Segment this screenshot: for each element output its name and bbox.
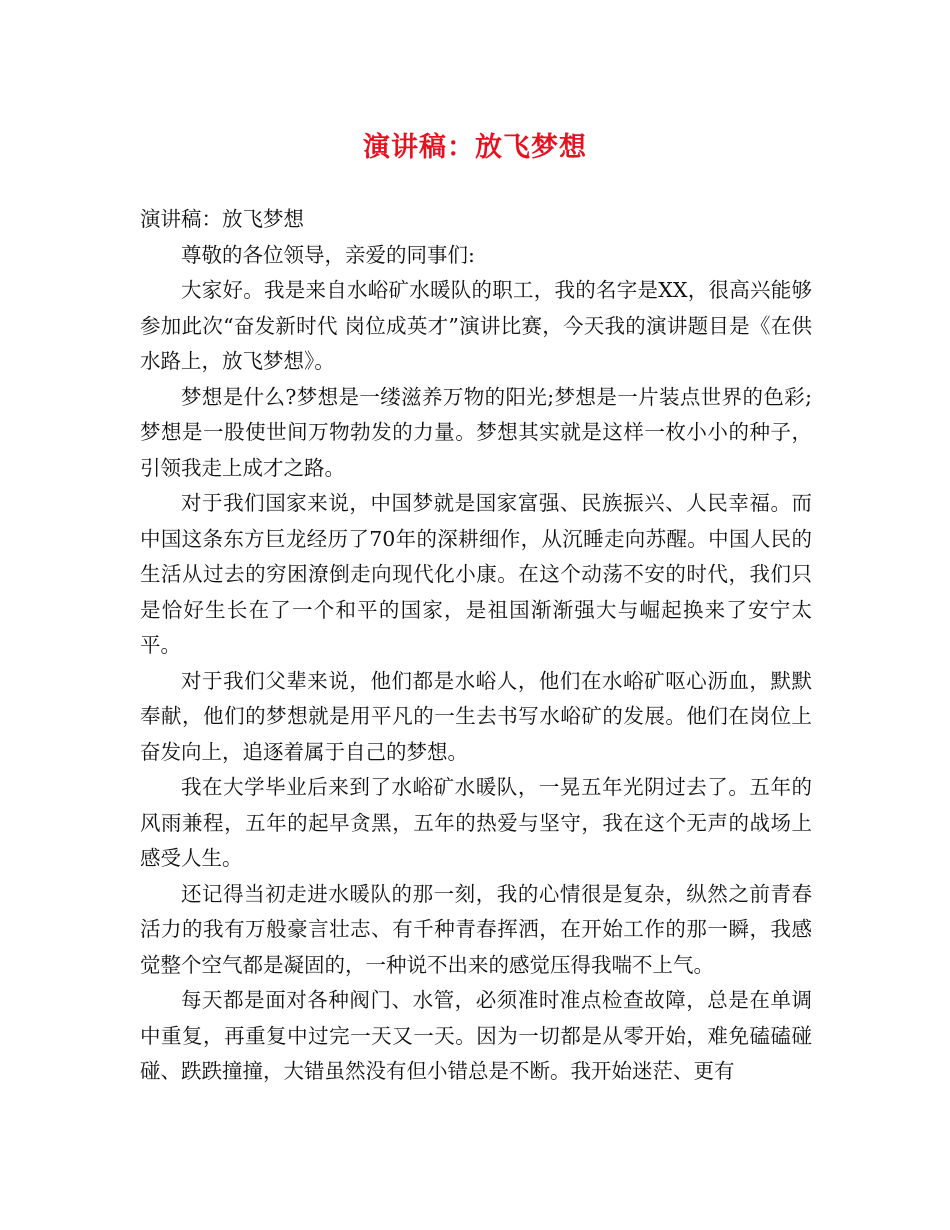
body-paragraph: 每天都是面对各种阀门、水管，必须准时准点检查故障，总是在单调中重复，再重复中过完一天又一天。因为一切都是从零开始，难免磕磕碰碰、跌跌撞撞，大错虽然没有但小错总是不断。我开始迷茫、更有 — [140, 988, 812, 1083]
body-paragraph: 对于我们父辈来说，他们都是水峪人，他们在水峪矿呕心沥血，默默奉献，他们的梦想就是用平凡的一生去书写水峪矿的发展。他们在岗位上奋发向上，追逐着属于自己的梦想。 — [140, 668, 812, 764]
document-title: 演讲稿：放飞梦想 — [363, 132, 587, 163]
subtitle-line: 演讲稿：放飞梦想 — [140, 207, 304, 231]
body-paragraph: 还记得当初走进水暖队的那一刻，我的心情很是复杂，纵然之前青春活力的我有万般豪言壮志、有千种青春挥洒，在开始工作的那一瞬，我感觉整个空气都是凝固的，一种说不出来的感觉压得我喘不上气。 — [140, 881, 812, 977]
document-body — [140, 202, 812, 1090]
body-paragraph: 大家好。我是来自水峪矿水暖队的职工，我的名字是XX，很高兴能够参加此次“奋发新时代 岗位成英才”演讲比赛，今天我的演讲题目是《在供水路上，放飞梦想》。 — [140, 278, 812, 373]
body-paragraph: 对于我们国家来说，中国梦就是国家富强、民族振兴、人民幸福。而中国这条东方巨龙经历了70年的深耕细作，从沉睡走向苏醒。中国人民的生活从过去的穷困潦倒走向现代化小康。在这个动荡不安的时代，我们只是恰好生长在了一个和平的国家，是祖国渐渐强大与崛起换来了安宁太平。 — [140, 491, 812, 657]
greeting-paragraph: 尊敬的各位领导，亲爱的同事们: — [181, 242, 475, 267]
body-paragraph: 梦想是什么?梦想是一缕滋养万物的阳光;梦想是一片装点世界的色彩;梦想是一股使世间万物勃发的力量。梦想其实就是这样一枚小小的种子，引领我走上成才之路。 — [140, 384, 812, 480]
body-paragraph: 我在大学毕业后来到了水峪矿水暖队，一晃五年光阴过去了。五年的风雨兼程，五年的起早贪黑，五年的热爱与坚守，我在这个无声的战场上感受人生。 — [140, 775, 812, 870]
